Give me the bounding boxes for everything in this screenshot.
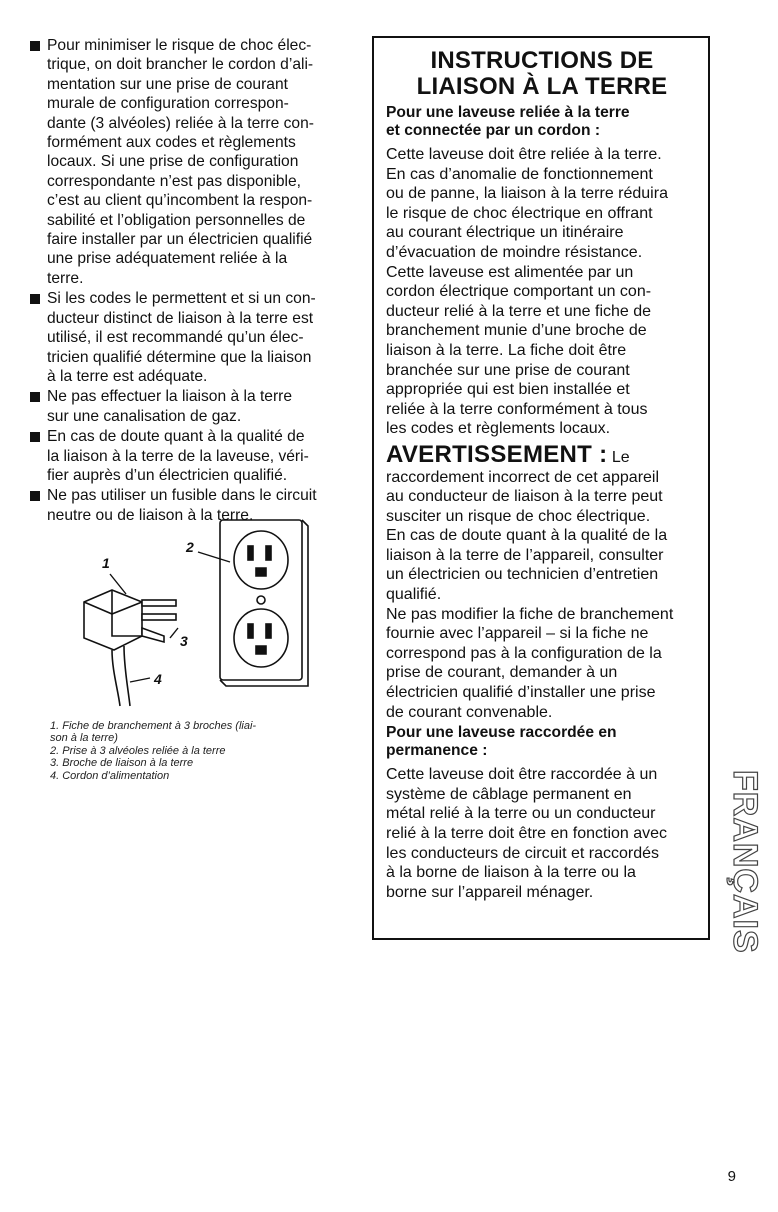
list-item: En cas de doute quant à la qualité de la liaison à la terre de la laveuse, véri- fier auprès d’un électricien qualifié. [28,427,358,485]
grounding-plug-figure [70,512,320,712]
list-item: Si les codes le permettent et si un con- ducteur distinct de liaison à la terre est utilisé, il est recommandé qu’un élec- tricien qualifié détermine que la liaison à la terre est adéquate. [28,289,358,386]
side-tab-label: FRANÇAIS [726,770,762,954]
bullet-square-icon [30,294,40,304]
figure-captions [50,720,350,782]
bullet-square-icon [30,41,40,51]
three-prong-plug [84,590,176,706]
warning-block [386,440,698,468]
grounding-instructions-box [372,36,710,940]
paragraph-permanent: Cette laveuse doit être raccordée à un système de câblage permanent en métal relié à la terre ou un conducteur relié à la terre doit être en fonction avec les conducteurs de circuit et raccordés à la borne de liaison à la terre ou la borne sur l’appareil ménager. [386,766,668,901]
list-item: Ne pas utiliser un fusible dans le circuit neutre ou de liaison à la terre. [28,486,358,525]
page-number: 9 [727,1168,736,1185]
callout-3: 3 [180,633,188,649]
bullet-square-icon [30,491,40,501]
bullet-square-icon [30,432,40,442]
subheading-cord-connected: Pour une laveuse reliée à la terre et connectée par un cordon : [386,104,630,139]
safety-bullet-list [28,36,358,525]
warning-lead: Le [607,448,630,466]
paragraph-cord-connected: Cette laveuse doit être reliée à la terre. En cas d’anomalie de fonctionnement ou de panne, la liaison à la terre réduira le risque de choc électrique en offrant au courant électrique un itinéraire d’évacuation de moindre résistance. Cette laveuse est alimentée par un cordon électrique comportant un con- ducteur relié à la terre et une fiche de branchement munie d’une broche de liaison à la terre. La fiche doit être branchée sur une prise de courant appropriée qui est bien installée et reliée à la terre conformément à tous les codes et règlements locaux. [386,146,668,438]
left-column [28,36,358,526]
callout-4: 4 [154,671,162,687]
warning-text: raccordement incorrect de cet appareil au conducteur de liaison à la terre peut susciter un risque de choc électrique. En cas de doute quant à la qualité de la liaison à la terre de l’appareil, consulter un électricien ou technicien d’entretien qualifié. Ne pas modifier la fiche de branchement fournie avec l’appareil – si la fiche ne correspond pas à la configuration de la prise de courant, demander à un électricien qualifié d’installer une prise de courant convenable. [386,468,674,721]
bullet-square-icon [30,392,40,402]
caption: 4. Cordon d’alimentation [50,769,170,782]
box-title: INSTRUCTIONS DE LIAISON À LA TERRE [416,47,668,100]
list-item: Pour minimiser le risque de choc élec- trique, on doit brancher le cordon d’ali- mentation sur une prise de courant murale de configuration correspon- dante (3 alvéoles) reliée à la terre con- formément aux codes et règlements locaux. Si une prise de configuration correspondante n’est pas disponible, c’est au client qu’incombent la respon- sabilité et l’obligation personnelles de faire installer par un électricien qualifié une prise adéquatement reliée à la terre. [28,36,358,288]
caption: 3. Broche de liaison à la terre [50,757,194,770]
language-side-tab [726,770,762,990]
list-item: Ne pas effectuer la liaison à la terre sur une canalisation de gaz. [28,387,358,426]
warning-label: AVERTISSEMENT : [386,440,608,468]
subheading-permanent: Pour une laveuse raccordée en permanence : [386,724,617,760]
callout-2: 2 [186,539,194,555]
callout-1: 1 [102,555,110,571]
plug-outlet-illustration [70,512,320,712]
caption: 1. Fiche de branchement à 3 broches (liai- son à la terre) [50,720,257,745]
wall-plate [220,520,308,686]
caption: 2. Prise à 3 alvéoles reliée à la terre [50,744,226,757]
